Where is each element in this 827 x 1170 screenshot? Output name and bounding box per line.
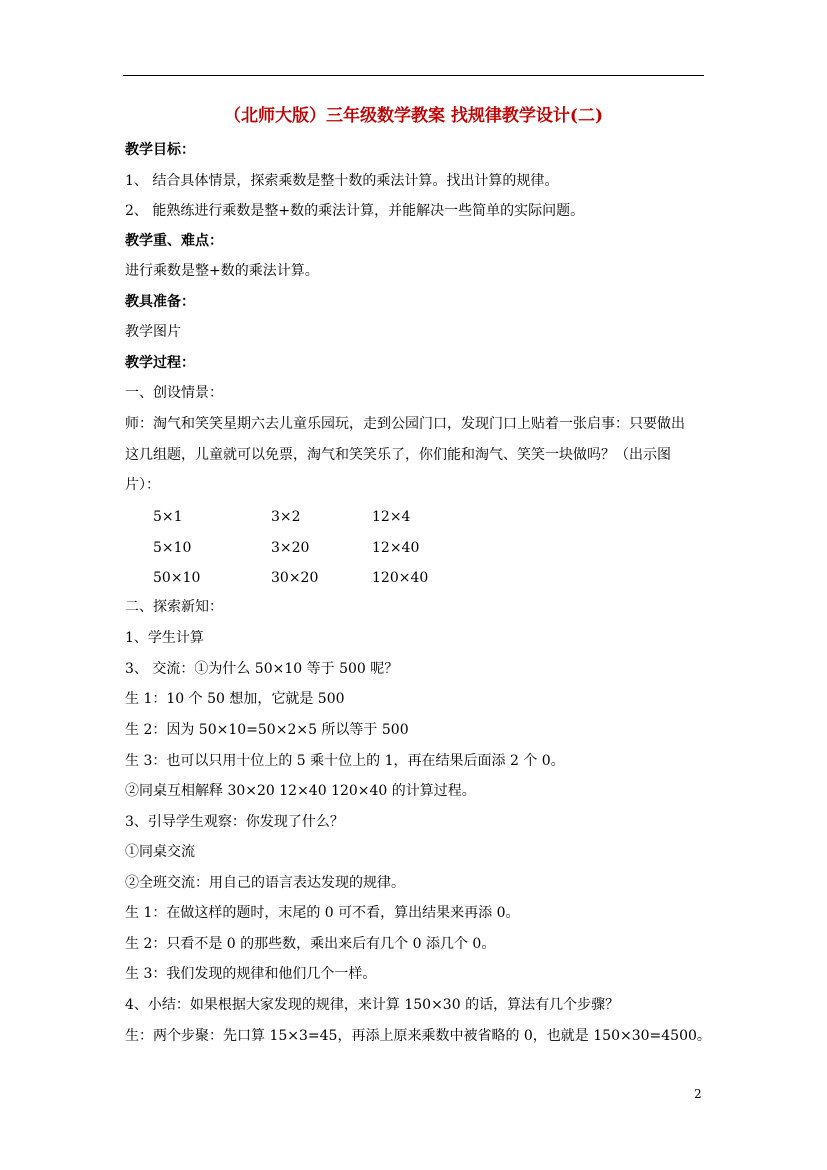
step-1-heading: 一、创设情景： [125,385,223,401]
exercise-cell: 30×20 [271,570,319,586]
body-line: 生 1：在做这样的题时，末尾的 0 可不看，算出结果来再添 0。 [125,905,520,921]
body-line: ②同桌互相解释 30×20 12×40 120×40 的计算过程。 [125,783,476,799]
intro-line-1: 师：淘气和笑笑星期六去儿童乐园玩，走到公园门口，发现门口上贴着一张启事：只要做出 [125,416,685,432]
body-line: ①同桌交流 [125,844,195,860]
key-points-text: 进行乘数是整+数的乘法计算。 [125,263,319,279]
body-line: 4、小结：如果根据大家发现的规律，来计算 150×30 的话，算法有几个步骤？ [125,997,620,1013]
header-rule [123,75,704,76]
page-number: 2 [694,1087,702,1101]
exercise-cell: 3×20 [271,540,310,556]
tools-text: 教学图片 [125,324,181,340]
page-title: （北师大版）三年级数学教案 找规律教学设计(二) [223,106,603,126]
exercise-cell: 3×2 [271,509,301,525]
body-line: 生 3：我们发现的规律和他们几个一样。 [125,966,377,982]
exercise-cell: 50×10 [153,570,201,586]
body-line: 生 2：只看不是 0 的那些数，乘出来后有几个 0 添几个 0。 [125,936,496,952]
body-line: 3、 交流：①为什么 50×10 等于 500 呢？ [125,661,399,677]
body-line: 生：两个步聚：先口算 15×3=45，再添上原来乘数中被省略的 0，也就是 150×30=4500。 [125,1028,711,1044]
intro-line-2: 这几组题，儿童就可以免票，淘气和笑笑乐了，你们能和淘气、笑笑一块做吗？（出示图 [125,447,671,463]
goal-2: 2、 能熟练进行乘数是整+数的乘法计算，并能解决一些简单的实际问题。 [125,203,585,219]
key-points-heading: 教学重、难点： [125,233,223,249]
tools-heading: 教具准备： [125,294,195,310]
exercise-cell: 5×1 [153,509,183,525]
body-line: 生 2：因为 50×10=50×2×5 所以等于 500 [125,722,409,738]
body-line: 生 1：10 个 50 想加，它就是 500 [125,691,345,707]
body-line: 3、引导学生观察：你发现了什么？ [125,814,344,830]
goals-heading: 教学目标： [125,142,195,158]
intro-line-3: 片）： [125,477,160,493]
goal-1: 1、 结合具体情景，探索乘数是整十数的乘法计算。找出计算的规律。 [125,173,559,189]
step-2-heading: 二、探索新知： [125,599,223,615]
body-line: ②全班交流：用自己的语言表达发现的规律。 [125,875,405,891]
body-line: 生 3：也可以只用十位上的 5 乘十位上的 1，再在结果后面添 2 个 0。 [125,753,565,769]
exercise-cell: 5×10 [153,540,192,556]
exercise-cell: 12×40 [372,540,420,556]
exercise-cell: 120×40 [372,570,429,586]
process-heading: 教学过程： [125,355,195,371]
body-line: 1、学生计算 [125,630,204,646]
exercise-cell: 12×4 [372,509,411,525]
